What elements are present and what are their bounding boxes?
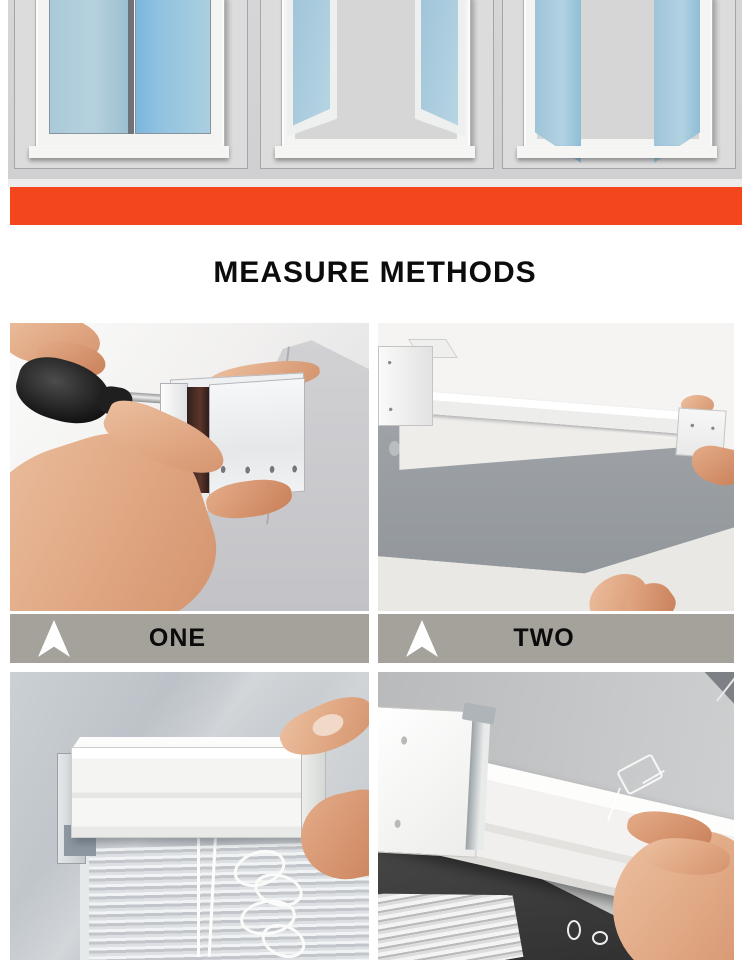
left-bracket [378, 346, 433, 426]
closed-window-illustration [14, 0, 248, 169]
window-sill [275, 146, 475, 158]
step-two-label-bar [378, 614, 734, 663]
step-two-photo [378, 323, 734, 611]
open-pane-right [415, 0, 465, 141]
wall-hole [389, 441, 400, 456]
page-title: MEASURE METHODS [213, 256, 537, 289]
lift-cord [197, 830, 200, 957]
step-one-label: ONE [148, 624, 207, 652]
accent-bar [10, 187, 742, 225]
wall-base-strip [8, 179, 742, 187]
glass-area [295, 0, 457, 134]
glass-area [537, 0, 699, 134]
glass-pane [49, 0, 129, 134]
open-casement-window-illustration [260, 0, 494, 169]
open-pane-left [287, 0, 337, 141]
up-arrow-icon [406, 620, 438, 657]
tilt-window-illustration [502, 0, 736, 169]
window-frame [523, 0, 713, 148]
up-arrow-icon [38, 620, 70, 657]
glass-pane [135, 0, 211, 134]
glass-pane [421, 0, 458, 131]
step-four-photo [378, 672, 734, 960]
window-frame [281, 0, 471, 148]
cord-loop [567, 920, 581, 940]
step-three-photo [10, 672, 369, 960]
window-frame [35, 0, 225, 148]
window-types-banner [0, 0, 750, 225]
step-one-label-bar [10, 614, 369, 663]
glass-pane [293, 0, 330, 131]
step-one-photo [10, 323, 369, 611]
wall-background [8, 0, 742, 179]
window-sill [517, 146, 717, 158]
window-sill [29, 146, 229, 158]
glass-area [49, 0, 211, 134]
cord-loop [592, 931, 608, 945]
headrail [71, 747, 303, 838]
window-mullion [128, 0, 134, 134]
step-two-label: TWO [513, 624, 575, 652]
